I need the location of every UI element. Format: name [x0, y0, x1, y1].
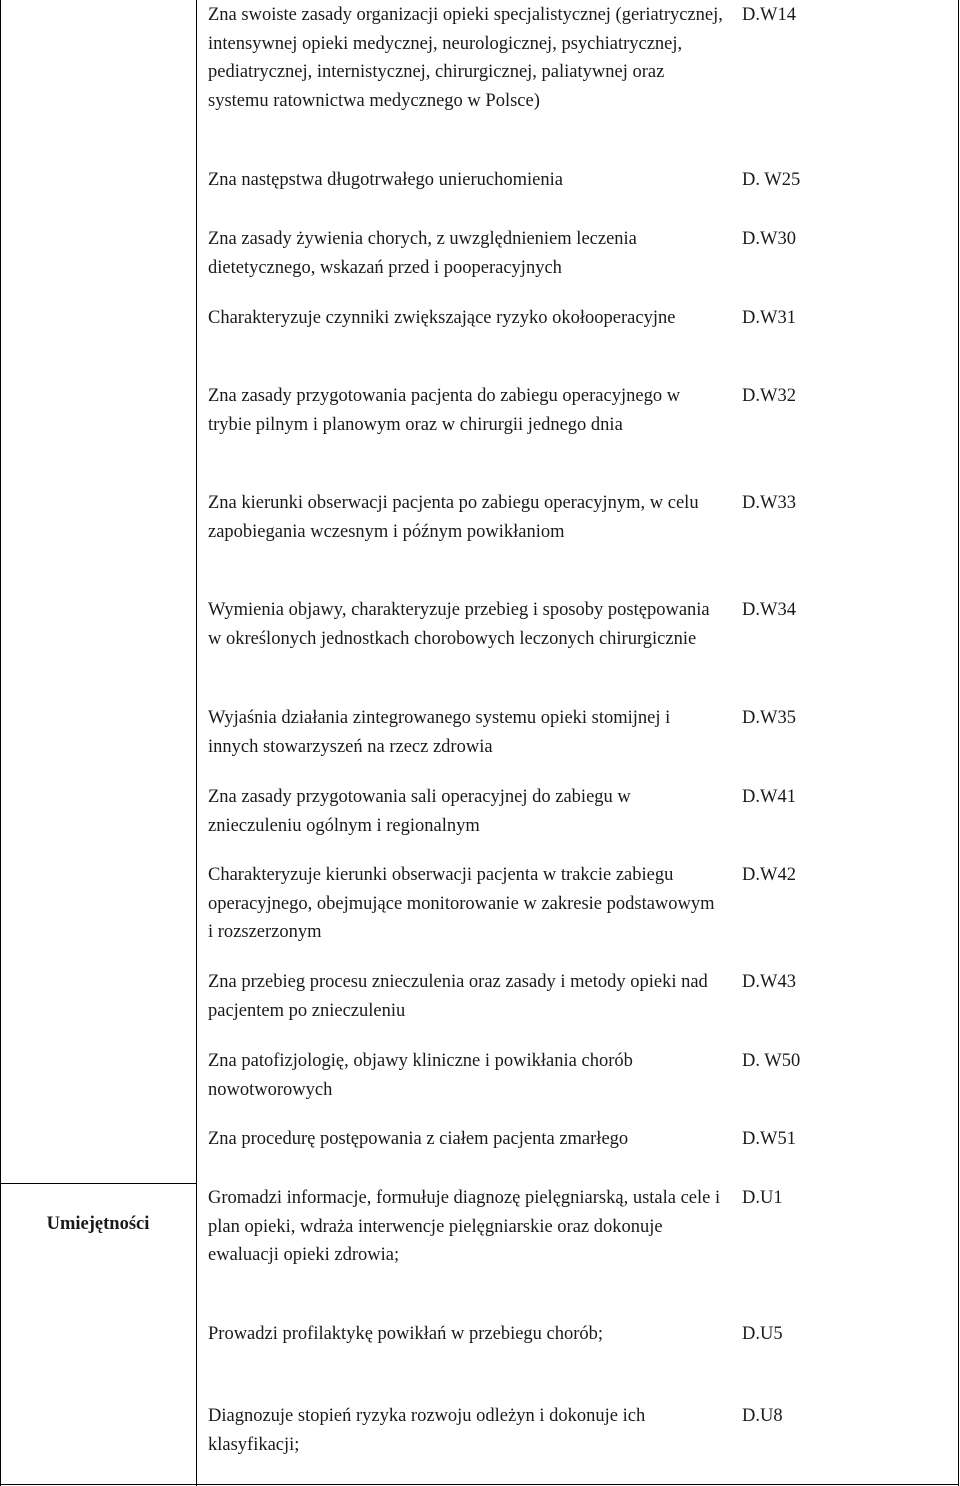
outcome-description: Zna patofizjologię, objawy kliniczne i powikłania chorób nowotworowych	[208, 1051, 633, 1100]
column-divider	[196, 0, 197, 1486]
outcome-code: D.W34	[742, 600, 796, 620]
outcome-code: D.W42	[742, 865, 796, 885]
outcome-description: Zna zasady przygotowania pacjenta do zabiegu operacyjnego w trybie pilnym i planowym oraz w chirurgii jednego dnia	[208, 386, 681, 435]
outcome-description: Diagnozuje stopień ryzyka rozwoju odleżyn i dokonuje ich klasyfikacji;	[208, 1406, 646, 1455]
outcome-description: Charakteryzuje kierunki obserwacji pacjenta w trakcie zabiegu operacyjnego, obejmujące monitorowanie w zakresie podstawowym i rozszerzonym	[208, 865, 715, 942]
outcome-description: Zna kierunki obserwacji pacjenta po zabiegu operacyjnym, w celu zapobiegania wczesnym i późnym powikłaniom	[208, 493, 699, 542]
outcome-description: Gromadzi informacje, formułuje diagnozę pielęgniarską, ustala cele i plan opieki, wdraża interwencje pielęgniarskie oraz dokonuje ewaluacji opieki zdrowia;	[208, 1188, 721, 1265]
outcome-code: D.W33	[742, 493, 796, 513]
right-border	[958, 0, 959, 1486]
outcome-code: D.W32	[742, 386, 796, 406]
outcome-code: D.U5	[742, 1324, 783, 1344]
category-label: Umiejętności	[46, 1214, 150, 1234]
outcome-code: D.U1	[742, 1188, 783, 1208]
left-border	[0, 0, 1, 1486]
outcome-code: D.W14	[742, 5, 796, 25]
outcome-code: D.W51	[742, 1129, 796, 1149]
bottom-border	[0, 1484, 959, 1485]
outcome-description: Zna przebieg procesu znieczulenia oraz zasady i metody opieki nad pacjentem po znieczuleniu	[208, 972, 708, 1021]
outcome-description: Wyjaśnia działania zintegrowanego systemu opieki stomijnej i innych stowarzyszeń na rzecz zdrowia	[208, 708, 671, 757]
outcome-code: D.W43	[742, 972, 796, 992]
outcome-description: Zna swoiste zasady organizacji opieki specjalistycznej (geriatrycznej, intensywnej opieki medycznej, neurologicznej, psychiatrycznej, pediatrycznej, internistycznej, chirurgicznej, paliatywnej oraz systemu ratownictwa medycznego w Polsce)	[208, 5, 723, 111]
outcome-code: D.W30	[742, 229, 796, 249]
section-divider	[0, 1183, 197, 1184]
outcome-description: Wymienia objawy, charakteryzuje przebieg i sposoby postępowania w określonych jednostkach chorobowych leczonych chirurgicznie	[208, 600, 710, 649]
outcome-description: Prowadzi profilaktykę powikłań w przebiegu chorób;	[208, 1324, 604, 1344]
outcome-code: D.U8	[742, 1406, 783, 1426]
outcome-code: D. W50	[742, 1051, 801, 1071]
outcome-code: D.W31	[742, 308, 796, 328]
outcome-description: Zna zasady przygotowania sali operacyjnej do zabiegu w znieczuleniu ogólnym i regionalnym	[208, 787, 631, 836]
outcome-code: D.W41	[742, 787, 796, 807]
outcome-description: Zna zasady żywienia chorych, z uwzględnieniem leczenia dietetycznego, wskazań przed i pooperacyjnych	[208, 229, 637, 278]
outcome-description: Zna procedurę postępowania z ciałem pacjenta zmarłego	[208, 1129, 629, 1149]
outcome-code: D.W35	[742, 708, 796, 728]
outcome-code: D. W25	[742, 170, 801, 190]
outcome-description: Charakteryzuje czynniki zwiększające ryzyko okołooperacyjne	[208, 308, 676, 328]
outcome-description: Zna następstwa długotrwałego unieruchomienia	[208, 170, 563, 190]
